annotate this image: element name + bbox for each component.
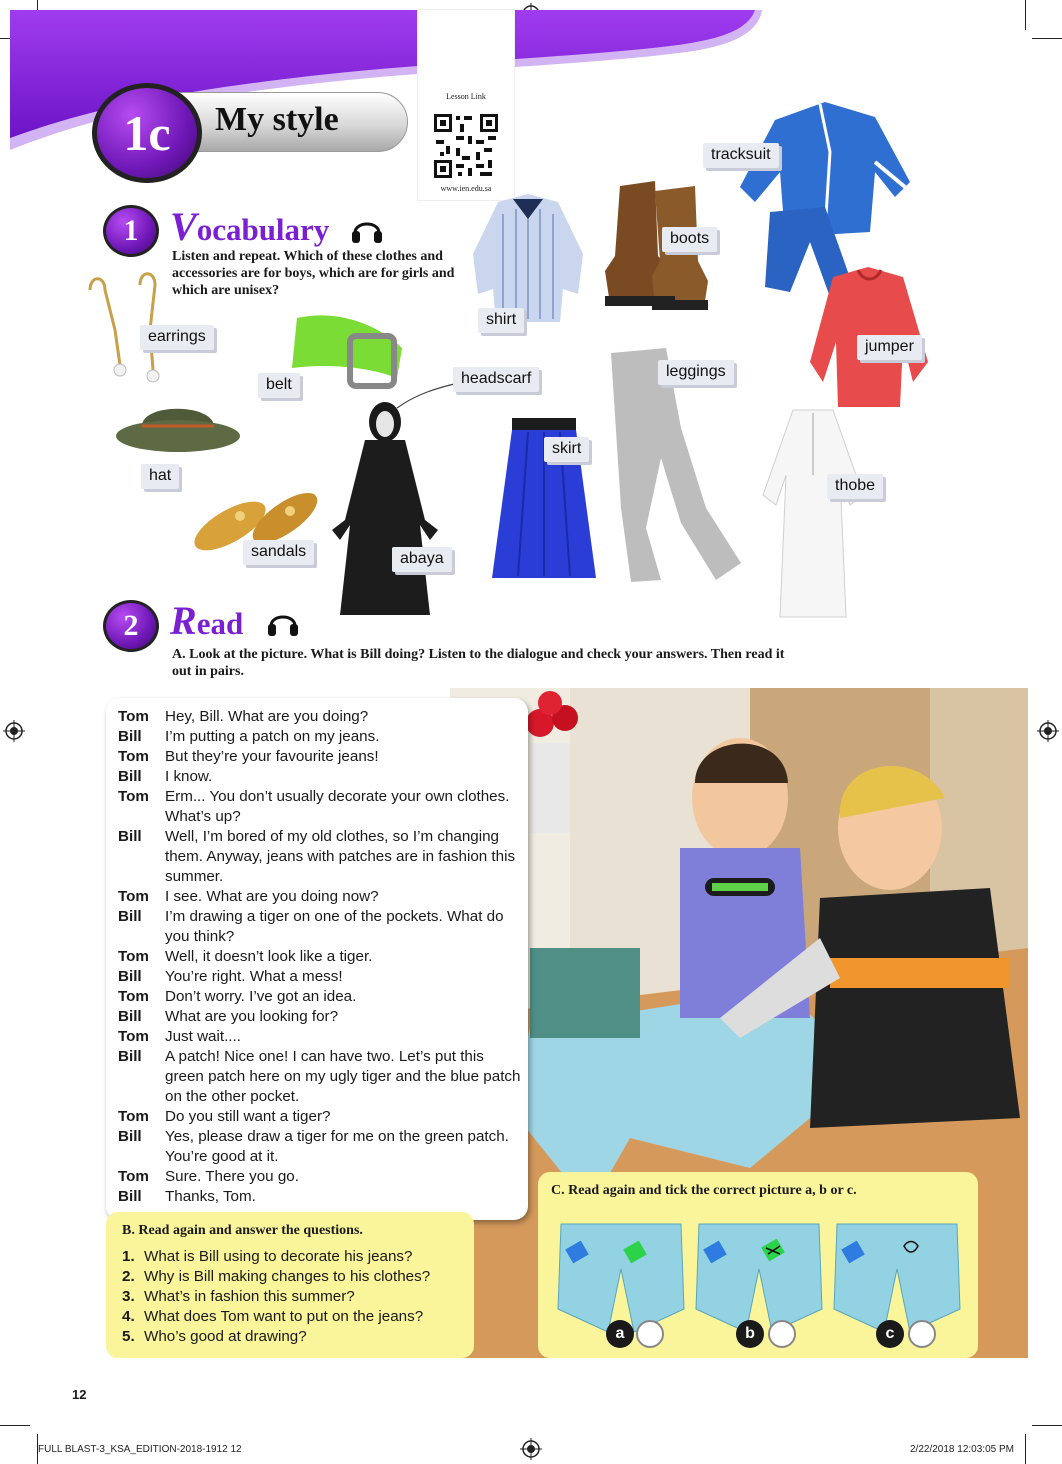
belt-image [282,308,410,394]
option-a-letter: a [606,1320,634,1348]
question-number: 1. [122,1248,135,1265]
option-c-checkbox[interactable] [908,1320,936,1348]
part-c-title: C. Read again and tick the correct picture a, b or c. [551,1183,857,1198]
dialogue-line [118,767,522,787]
label-boots: boots [662,227,717,252]
dialogue-text: Yes, please draw a tiger for me on the green patch. You’re good at it. [165,1128,509,1165]
dialogue-list [118,707,522,1207]
dialogue-speaker: Tom [118,788,149,805]
dialogue-text: A patch! Nice one! I can have two. Let’s put this green patch here on my ugly tiger and the blue patch on the other pocket. [165,1048,521,1105]
dialogue-line [118,887,522,907]
dialogue-speaker: Bill [118,828,142,845]
dialogue-speaker: Tom [118,748,149,765]
question-number: 4. [122,1308,135,1325]
question-item [122,1327,467,1347]
question-text: What is Bill using to decorate his jeans? [144,1248,413,1265]
dialogue-text: You’re right. What a mess! [165,968,343,985]
dialogue-line [118,1167,522,1187]
question-number: 2. [122,1268,135,1285]
dialogue-speaker: Tom [118,1028,149,1045]
registration-mark-icon [520,1438,542,1460]
question-text: What’s in fashion this summer? [144,1288,355,1305]
label-earrings: earrings [140,325,214,350]
dialogue-line [118,987,522,1007]
dialogue-line [118,1047,522,1107]
shorts-option-c-image [832,1214,962,1336]
shorts-option-b-image [694,1214,824,1336]
question-item [122,1267,467,1287]
page-number: 12 [72,1387,87,1402]
registration-mark-icon [1037,720,1059,742]
dialogue-text: Thanks, Tom. [165,1188,256,1205]
qr-code-icon[interactable] [432,112,500,180]
dialogue-speaker: Bill [118,728,142,745]
label-shirt: shirt [478,308,524,333]
dialogue-line [118,707,522,727]
question-item [122,1287,467,1307]
shorts-option-a-image [556,1214,686,1336]
dialogue-text: I’m putting a patch on my jeans. [165,728,380,745]
section-title-initial: V [170,204,197,249]
dialogue-text: But they’re your favourite jeans! [165,748,379,765]
dialogue-line [118,1007,522,1027]
label-tracksuit: tracksuit [703,143,779,168]
dialogue-line [118,1027,522,1047]
part-b-box [106,1212,474,1358]
dialogue-speaker: Tom [118,1108,149,1125]
dialogue-speaker: Bill [118,908,142,925]
dialogue-line [118,907,522,947]
lesson-link-label: Lesson Link [446,92,486,101]
section-title-read [170,597,243,644]
dialogue-text: Just wait.... [165,1028,241,1045]
dialogue-text: Well, I’m bored of my old clothes, so I’m changing them. Anyway, jeans with patches are in fashion this summer. [165,828,516,885]
label-skirt: skirt [544,437,589,462]
thobe-image [758,405,868,621]
dialogue-speaker: Tom [118,708,149,725]
headphones-icon[interactable] [350,213,384,245]
question-item [122,1247,467,1267]
dialogue-line [118,827,522,887]
read-instructions: A. Look at the picture. What is Bill doing? Listen to the dialogue and check your answers. Then read it out in pairs. [172,647,785,679]
crop-mark [1032,1425,1062,1426]
section-number: 2 [103,600,159,652]
dialogue-speaker: Bill [118,1188,142,1205]
dialogue-card [106,698,528,1220]
dialogue-line [118,1107,522,1127]
option-a-checkbox[interactable] [636,1320,664,1348]
option-b-letter: b [736,1320,764,1348]
dialogue-speaker: Bill [118,1128,142,1145]
label-jumper: jumper [857,335,922,360]
section-title-vocabulary [170,203,329,250]
label-hat: hat [141,464,179,489]
dialogue-text: I’m drawing a tiger on one of the pockets. What do you think? [165,908,504,945]
dialogue-line [118,1187,522,1207]
label-headscarf: headscarf [453,367,539,392]
dialogue-line [118,947,522,967]
part-b-title: B. Read again and answer the questions. [122,1223,363,1238]
question-number: 3. [122,1288,135,1305]
dialogue-speaker: Tom [118,888,149,905]
option-c-letter: c [876,1320,904,1348]
lesson-link-url[interactable]: www.ien.edu.sa [440,184,492,193]
dialogue-text: Hey, Bill. What are you doing? [165,708,369,725]
dialogue-speaker: Bill [118,1008,142,1025]
question-number: 5. [122,1328,135,1345]
hat-image [112,398,244,460]
section-title-initial: R [170,598,197,643]
label-abaya: abaya [392,547,452,572]
lesson-badge: 1c [92,83,202,183]
lesson-title: My style [215,101,339,138]
label-thobe: thobe [827,474,883,499]
lesson-link-box[interactable] [418,10,514,200]
dialogue-text: Well, it doesn’t look like a tiger. [165,948,373,965]
abaya-image [330,400,440,618]
label-leggings: leggings [658,360,734,385]
dialogue-speaker: Bill [118,1048,142,1065]
dialogue-speaker: Tom [118,948,149,965]
dialogue-speaker: Bill [118,768,142,785]
dialogue-line [118,747,522,767]
section-number: 1 [103,205,159,257]
dialogue-speaker: Bill [118,968,142,985]
vocabulary-instructions: Listen and repeat. Which of these clothes and accessories are for boys, which are for girls and which are unisex? [172,249,455,298]
footer-timestamp: 2/22/2018 12:03:05 PM [910,1444,1014,1455]
footer-file-info: FULL BLAST-3_KSA_EDITION-2018-1912 12 [38,1444,242,1455]
question-text: Who’s good at drawing? [144,1328,307,1345]
question-item [122,1307,467,1327]
registration-mark-icon [3,720,25,742]
dialogue-text: I see. What are you doing now? [165,888,379,905]
crop-mark [0,1425,30,1426]
label-belt: belt [258,373,300,398]
dialogue-speaker: Tom [118,1168,149,1185]
dialogue-text: Don’t worry. I’ve got an idea. [165,988,357,1005]
dialogue-line [118,1127,522,1167]
section-title-rest: ead [196,606,244,641]
dialogue-text: Do you still want a tiger? [165,1108,331,1125]
question-text: Why is Bill making changes to his clothes? [144,1268,431,1285]
headphones-icon[interactable] [266,606,300,638]
shirt-image [468,194,588,324]
dialogue-text: Erm... You don’t usually decorate your own clothes. What’s up? [165,788,510,825]
crop-mark [1025,1434,1026,1464]
dialogue-line [118,727,522,747]
dialogue-speaker: Tom [118,988,149,1005]
option-b-checkbox[interactable] [768,1320,796,1348]
questions-list [122,1247,467,1347]
dialogue-text: I know. [165,768,213,785]
dialogue-line [118,787,522,827]
label-sandals: sandals [243,540,314,565]
section-title-rest: ocabulary [196,212,330,247]
question-text: What does Tom want to put on the jeans? [144,1308,424,1325]
dialogue-text: Sure. There you go. [165,1168,299,1185]
dialogue-line [118,967,522,987]
dialogue-text: What are you looking for? [165,1008,339,1025]
